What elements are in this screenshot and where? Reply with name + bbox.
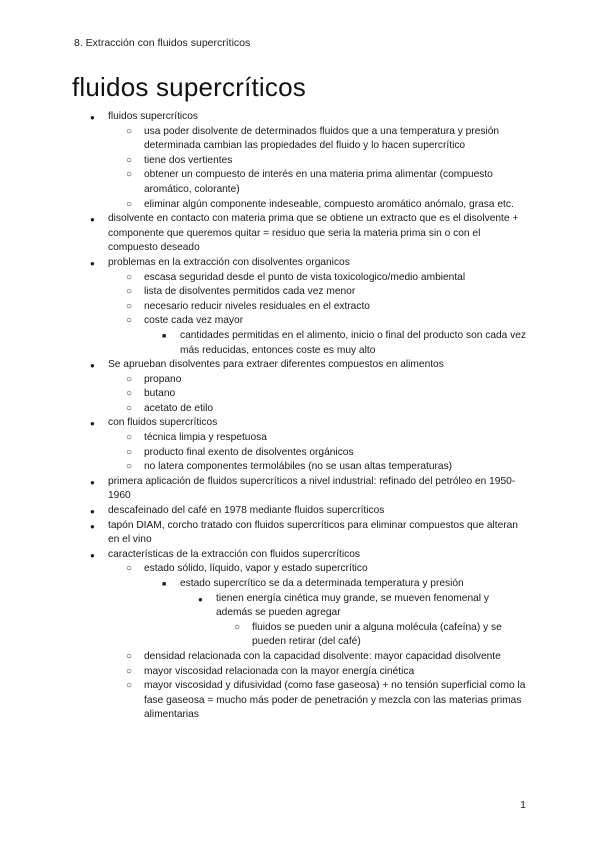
disc-bullet-icon: ●: [90, 419, 95, 429]
list-item: ● características de la extracción con fluidos supercríticos ○ estado sólido, líquido, vapor y estado supercrítico ■ estado supercrítico se da a determinada temperatura y presión ● tienen energía cinética muy grande, se mueven fenomenal y además se pueden agregar ○ fluidos se pueden unir a alguna molécula (cafeína) y se pueden retirar (del café) ○ densidad relacionada con la capacidad disolvente: mayor capacidad disolvente ○ mayor viscosidad relacionada con la mayor energía cinética ○ mayor viscosidad y difusividad (como fase gaseosa) + no tensión superficial como la fase gaseosa = mucho más poder de penetración y mezcla con las materias primas alimentarias: [108, 548, 528, 723]
list-item: ○ tiene dos vertientes: [144, 154, 528, 169]
circle-bullet-icon: ○: [126, 665, 133, 677]
list-item: ○ propano: [144, 373, 528, 388]
page-title: fluidos supercríticos: [72, 72, 306, 102]
circle-bullet-icon: ○: [126, 432, 133, 444]
list-item: ● Se aprueban disolventes para extraer diferentes compuestos en alimentos ○ propano ○ butano ○ acetato de etilo: [108, 358, 528, 416]
circle-bullet-icon: ○: [126, 198, 133, 210]
disc-bullet-icon: ●: [90, 550, 95, 560]
list-item: ○ mayor viscosidad y difusividad (como fase gaseosa) + no tensión superficial como la fase gaseosa = mucho más poder de penetración y mezcla con las materias primas alimentarias: [126, 680, 526, 721]
document-body: [0, 110, 600, 723]
list-item: ○ no latera componentes termolábiles (no se usan altas temperaturas): [144, 460, 528, 475]
list-item: ○ técnica limpia y respetuosa: [144, 431, 528, 446]
list-item: ● con fluidos supercríticos ○ técnica limpia y respetuosa ○ producto final exento de disolventes orgánicos ○ no latera componentes termolábiles (no se usan altas temperaturas): [108, 416, 528, 474]
list-item: ○ obtener un compuesto de interés en una materia prima alimentar (compuesto aromático, colorante): [126, 169, 493, 195]
bullet-list: [0, 110, 600, 723]
list-item: ○ necesario reducir niveles residuales en el extracto: [144, 300, 528, 315]
list-item: ○ estado sólido, líquido, vapor y estado supercrítico ■ estado supercrítico se da a determinada temperatura y presión ● tienen energía cinética muy grande, se mueven fenomenal y además se pueden agregar ○ fluidos se pueden unir a alguna molécula (cafeína) y se pueden retirar (del café): [144, 562, 528, 650]
square-bullet-icon: ■: [162, 581, 167, 588]
circle-bullet-icon: ○: [126, 446, 133, 458]
list-item: ○ butano: [144, 387, 528, 402]
circle-bullet-icon: ○: [234, 621, 241, 633]
disc-bullet-icon: ●: [90, 113, 95, 122]
list-item: ● descafeinado del café en 1978 mediante fluidos supercríticos: [108, 504, 528, 519]
circle-bullet-icon: ○: [126, 154, 133, 166]
disc-bullet-icon: ●: [90, 361, 95, 371]
circle-bullet-icon: ○: [126, 125, 133, 137]
list-item: ● problemas en la extracción con disolventes organicos ○ escasa seguridad desde el punto de vista toxicologico/medio ambiental ○ lista de disolventes permitidos cada vez menor ○ necesario reducir niveles residuales en el extracto ○ coste cada vez mayor ■ cantidades permitidas en el alimento, inicio o final del producto son cada vez más reducidas, entonces coste es muy alto: [108, 256, 528, 358]
circle-bullet-icon: ○: [126, 315, 133, 327]
disc-bullet-icon: ●: [90, 258, 95, 268]
list-item: ● disolvente en contacto con materia prima que se obtiene un extracto que es el disolvente + componente que queremos quitar = residuo que seria la materia prima sin o con el compuesto deseado: [90, 213, 519, 254]
list-item: ○ densidad relacionada con la capacidad disolvente: mayor capacidad disolvente: [144, 650, 528, 665]
running-header: 8. Extracción con fluidos supercríticos: [74, 37, 251, 49]
circle-bullet-icon: ○: [126, 373, 133, 385]
list-item: ○ acetato de etilo: [144, 402, 528, 417]
circle-bullet-icon: ○: [126, 300, 133, 312]
circle-bullet-icon: ○: [126, 563, 133, 575]
list-item: ○ lista de disolventes permitidos cada vez menor: [144, 285, 528, 300]
list-item: ● fluidos supercríticos ○ usa poder disolvente de determinados fluidos que a una temperatura y presión determinada cambian las propiedades del fluido y lo hacen supercrítico ○ tiene dos vertientes ○ obtener un compuesto de interés en una materia prima alimentar (compuesto aromático, colorante) ○ eliminar algún componente indeseable, compuesto aromático anómalo, grasa etc.: [108, 110, 528, 212]
list-item: ● tienen energía cinética muy grande, se mueven fenomenal y además se pueden agregar ○ fluidos se pueden unir a alguna molécula (cafeína) y se pueden retirar (del café): [216, 592, 528, 650]
list-item: ■ estado supercrítico se da a determinada temperatura y presión ● tienen energía cinética muy grande, se mueven fenomenal y además se pueden agregar ○ fluidos se pueden unir a alguna molécula (cafeína) y se pueden retirar (del café): [180, 577, 528, 650]
disc-bullet-icon: ●: [90, 215, 95, 225]
circle-bullet-icon: ○: [126, 169, 133, 181]
disc-bullet-icon: ●: [90, 507, 95, 517]
circle-bullet-icon: ○: [126, 286, 133, 298]
disc-bullet-icon: ●: [90, 477, 95, 487]
square-bullet-icon: ■: [162, 332, 167, 340]
circle-bullet-icon: ○: [126, 461, 133, 473]
list-item: ○ fluidos se pueden unir a alguna molécula (cafeína) y se pueden retirar (del café): [234, 621, 502, 648]
list-item: ○ eliminar algún componente indeseable, compuesto aromático anómalo, grasa etc.: [144, 198, 528, 213]
list-item: ○ producto final exento de disolventes orgánicos: [144, 446, 528, 461]
list-item: ■ cantidades permitidas en el alimento, inicio o final del producto son cada vez más reducidas, entonces coste es muy alto: [162, 329, 527, 356]
list-item: ● primera aplicación de fluidos supercríticos a nivel industrial: refinado del petróleo en 1950-1960: [90, 475, 516, 502]
circle-bullet-icon: ○: [126, 388, 133, 400]
circle-bullet-icon: ○: [126, 271, 133, 283]
list-item: ○ escasa seguridad desde el punto de vista toxicologico/medio ambiental: [144, 271, 528, 286]
disc-bullet-icon: ●: [198, 594, 203, 604]
list-item: ○ coste cada vez mayor ■ cantidades permitidas en el alimento, inicio o final del producto son cada vez más reducidas, entonces coste es muy alto: [144, 314, 528, 358]
list-item: ○ usa poder disolvente de determinados fluidos que a una temperatura y presión determinada cambian las propiedades del fluido y lo hacen supercrítico: [126, 125, 500, 152]
circle-bullet-icon: ○: [126, 402, 133, 414]
circle-bullet-icon: ○: [126, 650, 133, 662]
list-item: ● tapón DIAM, corcho tratado con fluidos supercríticos para eliminar compuestos que alteran en el vino: [90, 519, 518, 546]
list-item: ○ mayor viscosidad relacionada con la mayor energía cinética: [144, 665, 528, 680]
circle-bullet-icon: ○: [126, 680, 133, 692]
page-number: 1: [520, 799, 526, 811]
disc-bullet-icon: ●: [90, 521, 95, 531]
